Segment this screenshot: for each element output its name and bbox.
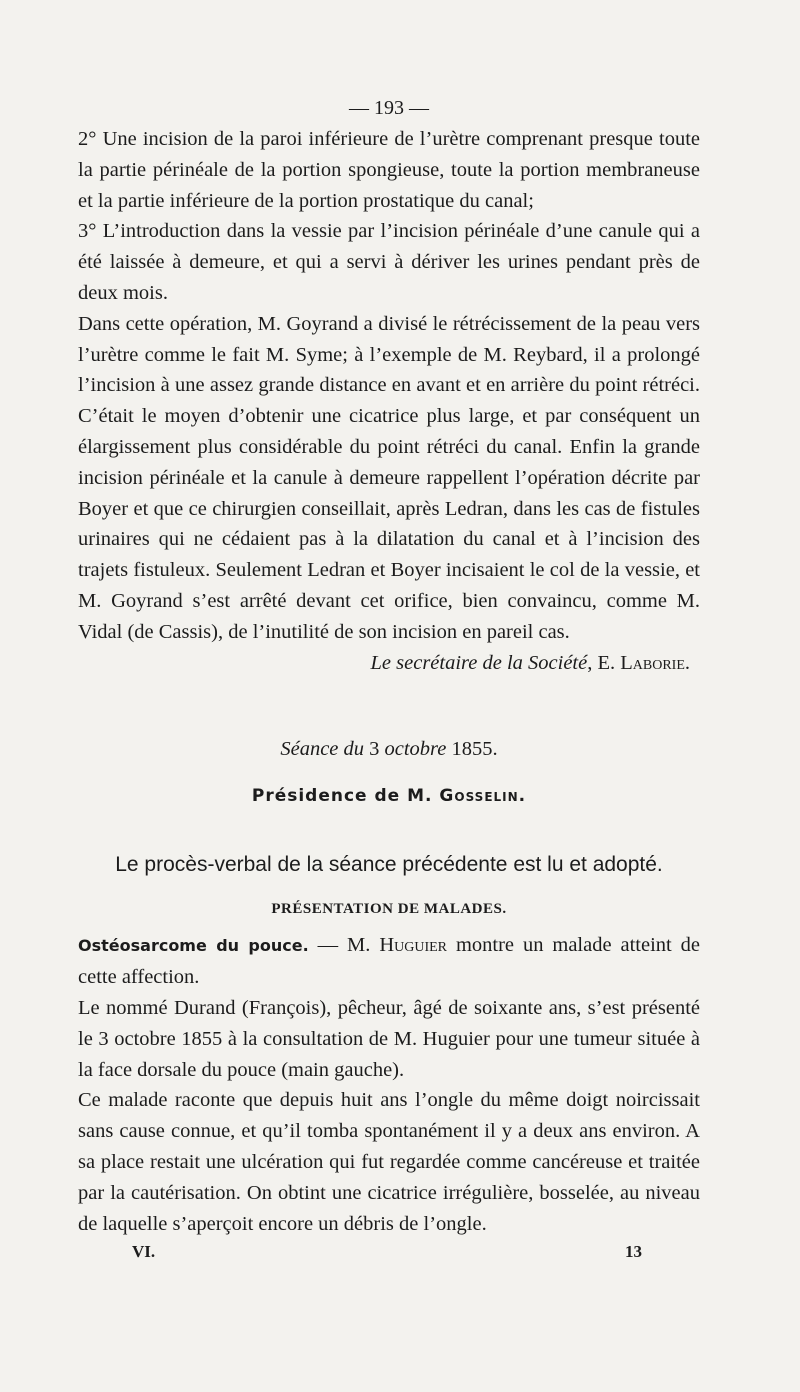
signature xyxy=(78,648,700,679)
seance-month: octobre xyxy=(384,738,447,761)
footer-signature-mark: 13 xyxy=(625,1242,642,1261)
page-body xyxy=(78,92,700,1239)
case-intro: montre un malade atteint de cette affection. xyxy=(78,934,700,989)
case-title: Ostéosarcome du pouce. xyxy=(78,936,309,956)
paragraph-3: 3° L’introduction dans la vessie par l’incision périnéale d’une canule qui a été laissée à demeure, et qui a servi à dériver les urines pendant près de deux mois. xyxy=(78,220,700,304)
case-dash: — xyxy=(308,934,348,957)
signature-name: E. Laborie. xyxy=(597,651,690,674)
presidence-heading xyxy=(78,782,700,810)
section-heading: PRÉSENTATION DE MALADES. xyxy=(271,901,507,918)
case-lead xyxy=(78,930,700,993)
footer-volume: VI. xyxy=(132,1242,156,1261)
signature-separator: , xyxy=(587,651,598,674)
page-footer xyxy=(132,1242,642,1262)
paragraph-2: 2° Une incision de la paroi inférieure de l’urètre comprenant presque toute la partie périnéale de la portion spongieuse, toute la portion membraneuse et la partie inférieure de la portion prostatique du canal; xyxy=(78,128,700,212)
case-presenter: M. Huguier xyxy=(347,934,448,957)
seance-heading xyxy=(78,734,700,764)
seance-day: 3 xyxy=(369,738,380,761)
paragraph-durand: Le nommé Durand (François), pêcheur, âgé de soixante ans, s’est présenté le 3 octobre 1855 à la consultation de M. Huguier pour une tumeur située à la face dorsale du pouce (main gauche). xyxy=(78,996,700,1081)
paragraph-operation: Dans cette opération, M. Goyrand a divisé le rétrécissement de la peau vers l’urètre comme le fait M. Syme; à l’exemple de M. Reybard, il a prolongé l’incision à une assez grande distance en avant et en arrière du point rétréci. C’était le moyen d’obtenir une cicatrice plus large, et par conséquent un élargissement plus considérable du point rétréci du canal. Enfin la grande incision périnéale et la canule à demeure rappellent l’opération décrite par Boyer et que ce chirurgien conseillait, après Ledran, dans les cas de fistules urinaires qui ne cédaient pas à la dilatation du canal et à l’incision des trajets fistuleux. Seulement Ledran et Boyer incisaient le col de la vessie, et M. Goyrand s’est arrêté devant cet orifice, bien convaincu, comme M. Vidal (de Cassis), de l’inutilité de son incision en pareil cas. xyxy=(78,312,700,643)
seance-label: Séance du xyxy=(280,738,365,761)
signature-role: Le secrétaire de la Société xyxy=(370,651,588,674)
presidence-label: Présidence de M. xyxy=(251,786,433,807)
presidence-name: Gosselin. xyxy=(439,786,527,807)
paragraph-history: Ce malade raconte que depuis huit ans l’ongle du même doigt noircissait sans cause connue, et qu’il tomba spontanément il y a deux ans environ. A sa place restait une ulcération qui fut regardée comme cancéreuse et traitée par la cautérisation. On obtint une cicatrice irrégulière, bosselée, au niveau de laquelle s’aperçoit encore un débris de l’ongle. xyxy=(78,1089,700,1235)
proces-verbal: Le procès-verbal de la séance précédente est lu et adopté. xyxy=(115,853,663,877)
seance-year: 1855. xyxy=(451,738,498,761)
page-number: — 193 — xyxy=(349,97,429,119)
